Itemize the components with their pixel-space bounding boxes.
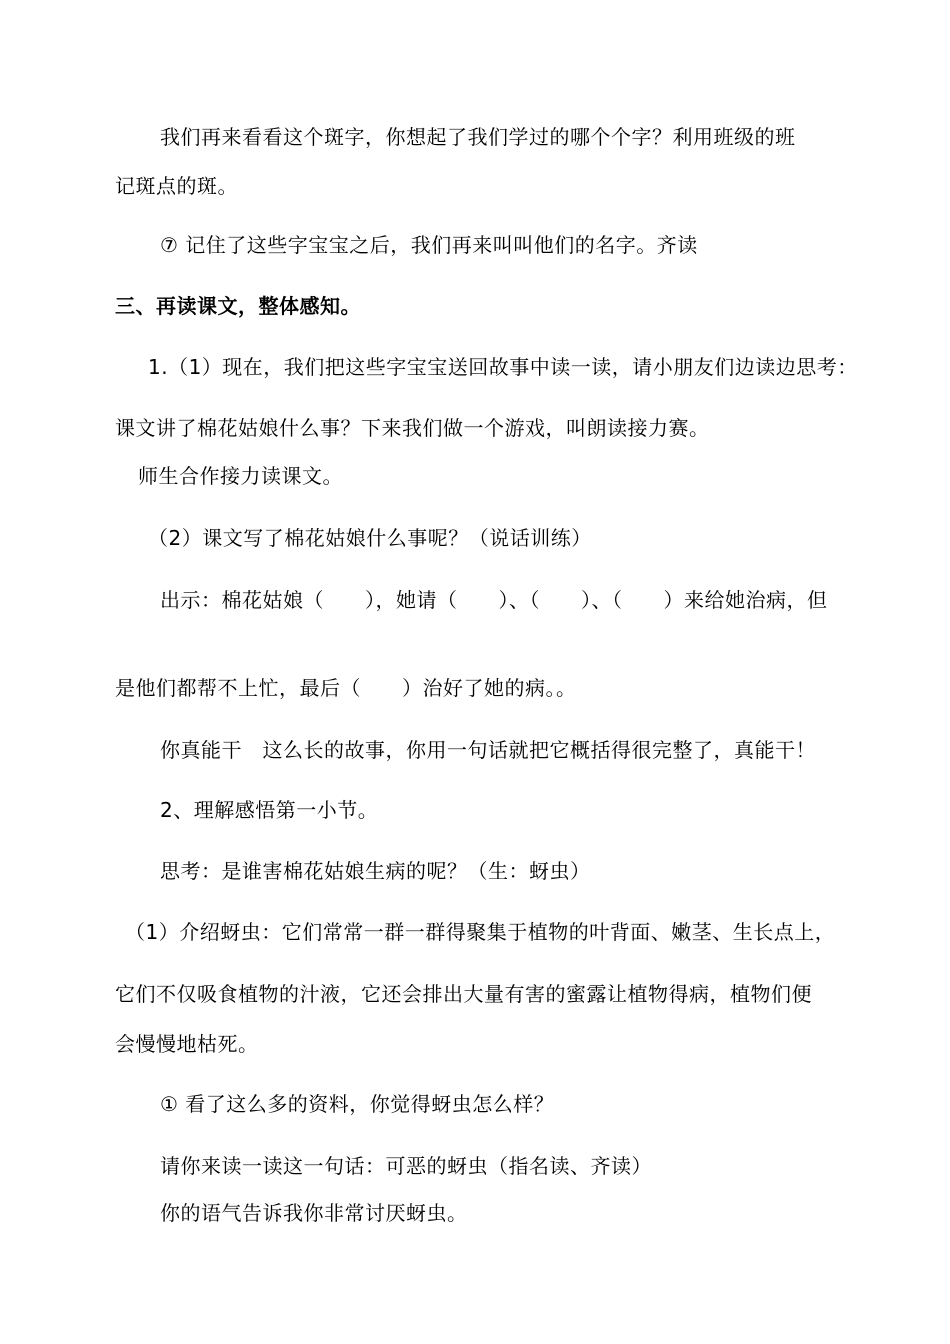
paragraph-line: 出示：棉花姑娘（ ），她请（ ）、（ ）、（ ）来给她治病，但 xyxy=(160,588,828,612)
paragraph-line: ① 看了这么多的资料，你觉得蚜虫怎么样？ xyxy=(160,1092,555,1116)
paragraph-line: ⑦ 记住了这些字宝宝之后，我们再来叫叫他们的名字。齐读 xyxy=(160,233,698,257)
paragraph-line: 课文讲了棉花姑娘什么事？下来我们做一个游戏，叫朗读接力赛。 xyxy=(115,416,710,440)
paragraph-line: 2、理解感悟第一小节。 xyxy=(160,798,379,822)
paragraph-line: 思考：是谁害棉花姑娘生病的呢？（生：蚜虫） xyxy=(160,859,591,883)
paragraph-line: （1）介绍蚜虫：它们常常一群一群得聚集于植物的叶背面、嫩茎、生长点上， xyxy=(125,920,836,944)
paragraph-line: 我们再来看看这个斑字，你想起了我们学过的哪个个字？利用班级的班 xyxy=(160,125,796,149)
paragraph-line: 1.（1）现在，我们把这些字宝宝送回故事中读一读，请小朋友们边读边思考： xyxy=(148,355,858,379)
paragraph-line: 会慢慢地枯死。 xyxy=(115,1032,259,1056)
paragraph-line: 它们不仅吸食植物的汁液，它还会排出大量有害的蜜露让植物得病，植物们便 xyxy=(115,982,812,1006)
paragraph-line: 请你来读一读这一句话：可恶的蚜虫（指名读、齐读） xyxy=(160,1154,652,1178)
paragraph-line: 你真能干 这么长的故事，你用一句话就把它概括得很完整了，真能干！ xyxy=(160,738,816,762)
section-heading: 三、再读课文，整体感知。 xyxy=(115,294,361,318)
paragraph-line: 是他们都帮不上忙，最后（ ）治好了她的病。。 xyxy=(115,676,577,700)
paragraph-line: 师生合作接力读课文。 xyxy=(138,464,343,488)
paragraph-line: 你的语气告诉我你非常讨厌蚜虫。 xyxy=(160,1201,468,1225)
paragraph-line: 记斑点的斑。 xyxy=(115,174,238,198)
paragraph-line: （2）课文写了棉花姑娘什么事呢？（说话训练） xyxy=(148,526,592,550)
